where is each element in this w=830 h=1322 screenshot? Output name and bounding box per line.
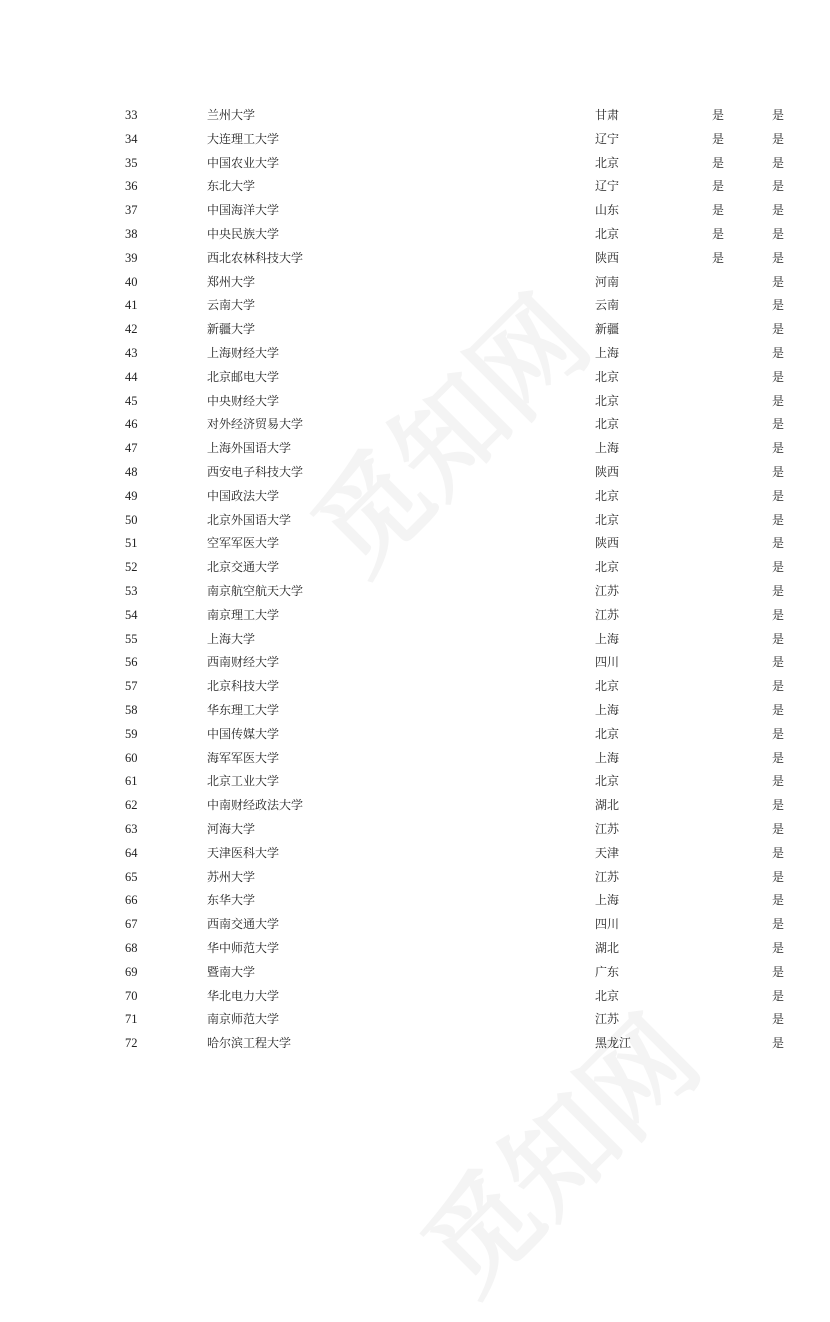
flag-col-2: 是 xyxy=(772,131,785,146)
university-name: 上海财经大学 xyxy=(207,346,280,360)
table-row xyxy=(0,175,830,197)
table-row xyxy=(0,485,830,507)
flag-col-2: 是 xyxy=(772,369,785,384)
province: 北京 xyxy=(595,560,620,575)
table-row xyxy=(0,866,830,888)
flag-col-2: 是 xyxy=(772,1012,785,1027)
university-name: 华北电力大学 xyxy=(207,988,280,1003)
table-row xyxy=(0,556,830,578)
flag-col-2: 是 xyxy=(772,774,785,789)
row-number: 63 xyxy=(125,822,138,836)
university-name: 哈尔滨工程大学 xyxy=(207,1036,292,1051)
flag-col-2: 是 xyxy=(772,298,785,313)
row-number: 48 xyxy=(125,465,138,479)
province: 辽宁 xyxy=(595,131,620,146)
table-row xyxy=(0,223,830,245)
table-row xyxy=(0,247,830,269)
province: 北京 xyxy=(595,155,620,170)
flag-col-1: 是 xyxy=(712,227,725,241)
province: 湖北 xyxy=(595,798,620,813)
table-row xyxy=(0,770,830,792)
province: 黑龙江 xyxy=(595,1036,632,1051)
university-name: 郑州大学 xyxy=(207,274,256,289)
row-number: 57 xyxy=(125,679,138,694)
flag-col-2: 是 xyxy=(772,179,785,194)
row-number: 51 xyxy=(125,536,138,551)
province: 北京 xyxy=(595,726,620,741)
university-name: 南京理工大学 xyxy=(207,607,280,622)
row-number: 72 xyxy=(125,1036,138,1051)
flag-col-2: 是 xyxy=(772,584,785,598)
university-name: 空军军医大学 xyxy=(207,536,280,551)
province: 上海 xyxy=(595,631,620,646)
flag-col-2: 是 xyxy=(772,631,785,646)
table-row xyxy=(0,699,830,721)
university-name: 西南财经大学 xyxy=(207,655,280,670)
row-number: 36 xyxy=(125,179,138,194)
province: 北京 xyxy=(595,393,620,408)
province: 陕西 xyxy=(595,536,620,551)
flag-col-2: 是 xyxy=(772,465,785,479)
flag-col-2: 是 xyxy=(772,393,785,408)
flag-col-2: 是 xyxy=(772,1036,785,1051)
row-number: 50 xyxy=(125,512,138,527)
university-name: 海军军医大学 xyxy=(207,750,280,765)
row-number: 61 xyxy=(125,774,138,789)
flag-col-2: 是 xyxy=(772,607,785,622)
province: 上海 xyxy=(595,346,620,360)
row-number: 49 xyxy=(125,488,138,503)
row-number: 41 xyxy=(125,298,138,313)
province: 北京 xyxy=(595,988,620,1003)
university-name: 华东理工大学 xyxy=(207,703,280,717)
row-number: 37 xyxy=(125,203,138,218)
row-number: 67 xyxy=(125,917,138,932)
table-row xyxy=(0,580,830,602)
flag-col-2: 是 xyxy=(772,822,785,836)
row-number: 46 xyxy=(125,417,138,432)
university-name: 北京工业大学 xyxy=(207,774,280,789)
row-number: 45 xyxy=(125,393,138,408)
university-name: 对外经济贸易大学 xyxy=(207,417,304,432)
table-row xyxy=(0,747,830,769)
flag-col-2: 是 xyxy=(772,322,785,337)
flag-col-2: 是 xyxy=(772,917,785,932)
row-number: 33 xyxy=(125,108,138,122)
table-row xyxy=(0,889,830,911)
province: 北京 xyxy=(595,227,620,241)
flag-col-1: 是 xyxy=(712,203,725,218)
table-row xyxy=(0,128,830,150)
table-row xyxy=(0,937,830,959)
table-row xyxy=(0,413,830,435)
row-number: 71 xyxy=(125,1012,138,1027)
flag-col-2: 是 xyxy=(772,203,785,218)
flag-col-2: 是 xyxy=(772,679,785,694)
university-name: 云南大学 xyxy=(207,298,256,313)
row-number: 56 xyxy=(125,655,138,670)
university-name: 中央财经大学 xyxy=(207,393,280,408)
table-row xyxy=(0,794,830,816)
province: 陕西 xyxy=(595,250,620,265)
university-name: 中国传媒大学 xyxy=(207,726,280,741)
row-number: 59 xyxy=(125,726,138,741)
university-name: 中南财经政法大学 xyxy=(207,798,304,813)
flag-col-2: 是 xyxy=(772,536,785,551)
row-number: 62 xyxy=(125,798,138,813)
flag-col-2: 是 xyxy=(772,726,785,741)
flag-col-2: 是 xyxy=(772,441,785,456)
table-row xyxy=(0,842,830,864)
university-name: 北京外国语大学 xyxy=(207,512,292,527)
province: 上海 xyxy=(595,703,620,717)
row-number: 70 xyxy=(125,988,138,1003)
flag-col-2: 是 xyxy=(772,703,785,717)
table-row xyxy=(0,271,830,293)
flag-col-1: 是 xyxy=(712,131,725,146)
table-row xyxy=(0,985,830,1007)
province: 陕西 xyxy=(595,465,620,479)
row-number: 65 xyxy=(125,869,138,884)
row-number: 35 xyxy=(125,155,138,170)
province: 山东 xyxy=(595,203,620,218)
province: 广东 xyxy=(595,964,620,979)
university-name: 苏州大学 xyxy=(207,869,256,884)
table-row xyxy=(0,651,830,673)
university-name: 东华大学 xyxy=(207,893,256,908)
university-name: 西北农林科技大学 xyxy=(207,250,304,265)
table-row xyxy=(0,318,830,340)
flag-col-1: 是 xyxy=(712,250,725,265)
university-name: 天津医科大学 xyxy=(207,845,280,860)
university-name: 中国政法大学 xyxy=(207,488,280,503)
university-name: 北京交通大学 xyxy=(207,560,280,575)
flag-col-2: 是 xyxy=(772,655,785,670)
flag-col-2: 是 xyxy=(772,798,785,813)
university-name: 南京航空航天大学 xyxy=(207,584,304,598)
table-row xyxy=(0,961,830,983)
university-name: 西南交通大学 xyxy=(207,917,280,932)
flag-col-1: 是 xyxy=(712,155,725,170)
university-name: 新疆大学 xyxy=(207,322,256,337)
table-row xyxy=(0,437,830,459)
flag-col-2: 是 xyxy=(772,417,785,432)
table-row xyxy=(0,675,830,697)
flag-col-2: 是 xyxy=(772,988,785,1003)
flag-col-2: 是 xyxy=(772,227,785,241)
province: 北京 xyxy=(595,417,620,432)
row-number: 66 xyxy=(125,893,138,908)
flag-col-2: 是 xyxy=(772,750,785,765)
row-number: 52 xyxy=(125,560,138,575)
province: 江苏 xyxy=(595,584,620,598)
table-row xyxy=(0,199,830,221)
flag-col-2: 是 xyxy=(772,250,785,265)
table-row xyxy=(0,294,830,316)
province: 四川 xyxy=(595,917,620,932)
table-row xyxy=(0,818,830,840)
province: 北京 xyxy=(595,774,620,789)
row-number: 40 xyxy=(125,274,138,289)
province: 江苏 xyxy=(595,607,620,622)
province: 甘肃 xyxy=(595,108,620,122)
province: 上海 xyxy=(595,750,620,765)
flag-col-2: 是 xyxy=(772,346,785,360)
row-number: 64 xyxy=(125,845,138,860)
table-row xyxy=(0,152,830,174)
flag-col-2: 是 xyxy=(772,845,785,860)
university-name: 北京邮电大学 xyxy=(207,369,280,384)
province: 河南 xyxy=(595,274,620,289)
province: 北京 xyxy=(595,488,620,503)
province: 上海 xyxy=(595,441,620,456)
province: 湖北 xyxy=(595,941,620,955)
university-name: 西安电子科技大学 xyxy=(207,465,304,479)
university-name: 暨南大学 xyxy=(207,964,256,979)
university-name: 兰州大学 xyxy=(207,108,256,122)
province: 天津 xyxy=(595,845,620,860)
university-name: 中央民族大学 xyxy=(207,227,280,241)
row-number: 47 xyxy=(125,441,138,456)
row-number: 42 xyxy=(125,322,138,337)
table-row xyxy=(0,604,830,626)
flag-col-2: 是 xyxy=(772,108,785,122)
university-name: 北京科技大学 xyxy=(207,679,280,694)
flag-col-2: 是 xyxy=(772,274,785,289)
province: 北京 xyxy=(595,679,620,694)
flag-col-2: 是 xyxy=(772,560,785,575)
table-row xyxy=(0,461,830,483)
table-row xyxy=(0,509,830,531)
row-number: 55 xyxy=(125,631,138,646)
row-number: 34 xyxy=(125,131,138,146)
province: 辽宁 xyxy=(595,179,620,194)
row-number: 44 xyxy=(125,369,138,384)
province: 云南 xyxy=(595,298,620,313)
table-row xyxy=(0,532,830,554)
flag-col-2: 是 xyxy=(772,512,785,527)
university-name: 东北大学 xyxy=(207,179,256,194)
row-number: 68 xyxy=(125,941,138,955)
province: 新疆 xyxy=(595,322,620,337)
table-row xyxy=(0,342,830,364)
table-row xyxy=(0,723,830,745)
table-row xyxy=(0,628,830,650)
province: 江苏 xyxy=(595,822,620,836)
flag-col-2: 是 xyxy=(772,964,785,979)
table-row xyxy=(0,1032,830,1054)
university-name: 中国农业大学 xyxy=(207,155,280,170)
row-number: 69 xyxy=(125,964,138,979)
university-name: 河海大学 xyxy=(207,822,256,836)
row-number: 38 xyxy=(125,227,138,241)
province: 江苏 xyxy=(595,1012,620,1027)
table-row xyxy=(0,104,830,126)
province: 北京 xyxy=(595,369,620,384)
university-name: 中国海洋大学 xyxy=(207,203,280,218)
row-number: 53 xyxy=(125,584,138,598)
table-row xyxy=(0,1008,830,1030)
university-name: 上海大学 xyxy=(207,631,256,646)
row-number: 54 xyxy=(125,607,138,622)
table-row xyxy=(0,913,830,935)
province: 江苏 xyxy=(595,869,620,884)
row-number: 58 xyxy=(125,703,138,717)
row-number: 43 xyxy=(125,346,138,360)
row-number: 60 xyxy=(125,750,138,765)
university-name: 华中师范大学 xyxy=(207,941,280,955)
flag-col-2: 是 xyxy=(772,869,785,884)
table-row xyxy=(0,390,830,412)
flag-col-1: 是 xyxy=(712,108,725,122)
province: 四川 xyxy=(595,655,620,670)
row-number: 39 xyxy=(125,250,138,265)
university-name: 上海外国语大学 xyxy=(207,441,292,456)
flag-col-2: 是 xyxy=(772,941,785,955)
flag-col-2: 是 xyxy=(772,893,785,908)
flag-col-2: 是 xyxy=(772,155,785,170)
flag-col-1: 是 xyxy=(712,179,725,194)
province: 北京 xyxy=(595,512,620,527)
university-name: 大连理工大学 xyxy=(207,131,280,146)
table-row xyxy=(0,366,830,388)
university-name: 南京师范大学 xyxy=(207,1012,280,1027)
flag-col-2: 是 xyxy=(772,488,785,503)
province: 上海 xyxy=(595,893,620,908)
